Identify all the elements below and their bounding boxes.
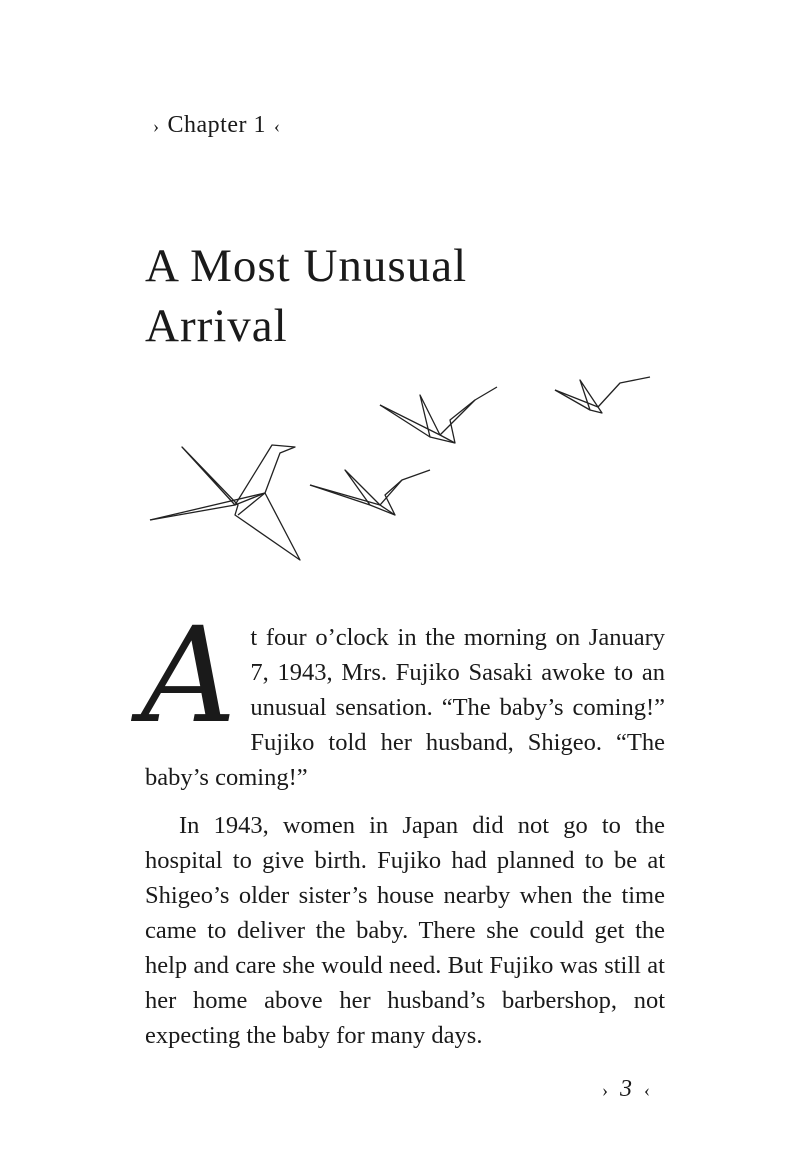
crane-far bbox=[555, 377, 650, 413]
page-open-mark: › bbox=[602, 1080, 608, 1100]
crane-upper bbox=[380, 387, 497, 443]
chapter-close-mark: ‹ bbox=[273, 116, 281, 136]
page-close-mark: ‹ bbox=[644, 1080, 650, 1100]
chapter-title bbox=[145, 236, 467, 356]
chapter-text: Chapter 1 bbox=[167, 112, 266, 138]
body-text bbox=[141, 599, 665, 1066]
paragraph-2: In 1943, women in Japan did not go to the hospital to give birth. Fujiko had planned to be at Shigeo’s older sister’s house nearby when the time came to deliver the baby. There she could get the help and care she would need. But Fujiko was still at her home above her husband’s barbershop, not expecting the baby for many days. bbox=[145, 812, 665, 1049]
chapter-open-mark: › bbox=[153, 116, 160, 136]
page-number bbox=[590, 1076, 662, 1103]
origami-cranes-illustration bbox=[140, 365, 660, 565]
crane-middle bbox=[310, 470, 430, 515]
page-number-value: 3 bbox=[620, 1076, 632, 1102]
crane-large bbox=[150, 445, 300, 560]
title-line-1: A Most Unusual bbox=[145, 240, 468, 292]
title-line-2: Arrival bbox=[145, 300, 288, 352]
paragraph-1 bbox=[141, 599, 665, 795]
drop-cap: A bbox=[141, 599, 237, 753]
chapter-label bbox=[145, 112, 288, 139]
paragraph-1-text: t four o’clock in the morning on January 7, 1943, Mrs. Fujiko Sasaki awoke to an unusual sensation. “The baby’s coming!” Fujiko told her husband, Shigeo. “The baby’s coming!” bbox=[145, 624, 665, 791]
